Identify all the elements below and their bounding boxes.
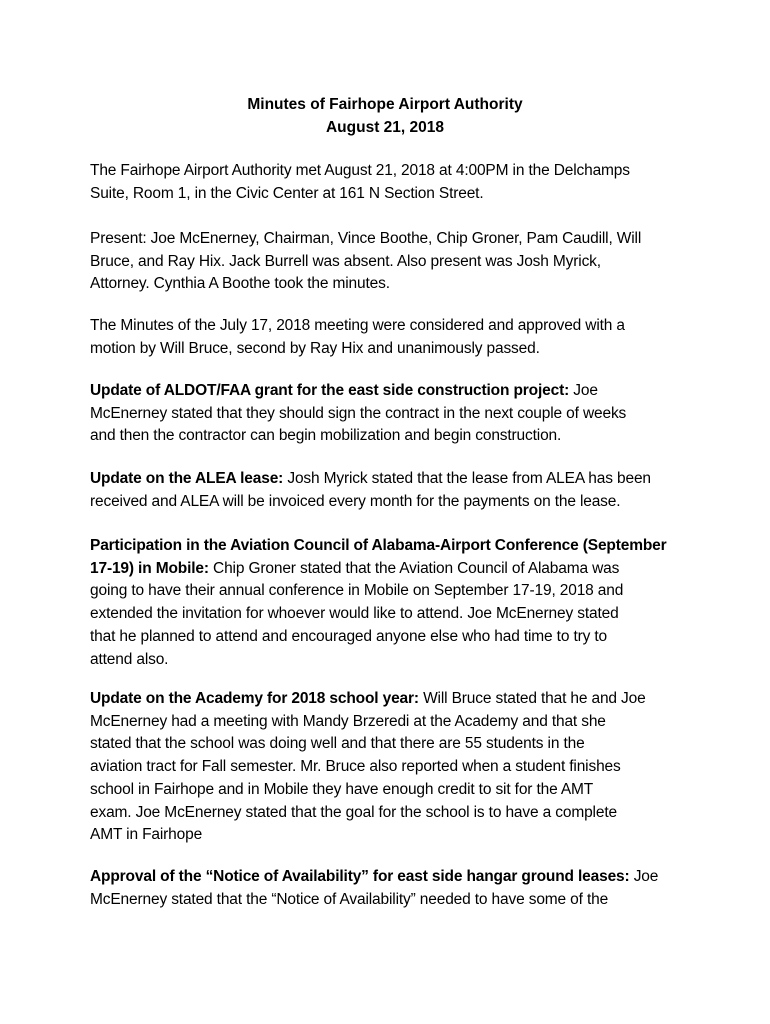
text-line <box>90 380 690 403</box>
text-line: The Fairhope Airport Authority met August 21, 2018 at 4:00PM in the Delchamps <box>90 162 630 179</box>
text-line: Attorney. Cynthia A Boothe took the minutes. <box>90 275 390 293</box>
section-heading-continued: 17-19) in Mobile: <box>90 559 209 577</box>
text-line: and then the contractor can begin mobilization and begin construction. <box>90 427 562 445</box>
text-line: received and ALEA will be invoiced every month for the payments on the lease. <box>90 492 621 510</box>
text-line <box>90 535 690 558</box>
text-line: Present: Joe McEnerney, Chairman, Vince Boothe, Chip Groner, Pam Caudill, Will <box>90 230 642 247</box>
text-line: McEnerney had a meeting with Mandy Brzeredi at the Academy and that she <box>90 712 606 730</box>
text-run: Joe <box>569 382 598 399</box>
paragraph-grant-update <box>90 380 690 448</box>
text-line: motion by Will Bruce, second by Ray Hix and unanimously passed. <box>90 339 540 357</box>
section-heading: Update of ALDOT/FAA grant for the east side construction project: <box>90 382 570 399</box>
text-line: McEnerney stated that the “Notice of Availability” needed to have some of the <box>90 890 609 908</box>
document-title: Minutes of Fairhope Airport Authority <box>247 96 523 113</box>
text-line: extended the invitation for whoever would like to attend. Joe McEnerney stated <box>90 605 619 623</box>
paragraph-academy <box>90 688 690 847</box>
paragraph-alea-lease <box>90 468 690 513</box>
section-heading: Participation in the Aviation Council of Alabama-Airport Conference (September <box>90 537 667 554</box>
text-line: Bruce, and Ray Hix. Jack Burrell was absent. Also present was Josh Myrick, <box>90 252 601 270</box>
text-line <box>90 688 690 711</box>
text-line: Suite, Room 1, in the Civic Center at 161 N Section Street. <box>90 184 484 202</box>
text-run: Chip Groner stated that the Aviation Council of Alabama was <box>208 559 620 577</box>
text-line: school in Fairhope and in Mobile they have enough credit to sit for the AMT <box>90 780 594 798</box>
document-date: August 21, 2018 <box>325 119 445 136</box>
text-line: The Minutes of the July 17, 2018 meeting were considered and approved with a <box>90 317 625 334</box>
text-run: Will Bruce stated that he and Joe <box>418 690 646 707</box>
paragraph-conference <box>90 535 690 671</box>
section-heading: Approval of the “Notice of Availability” for east side hangar ground leases: <box>90 868 630 885</box>
text-line: aviation tract for Fall semester. Mr. Bruce also reported when a student finishes <box>90 758 621 776</box>
text-line: going to have their annual conference in Mobile on September 17-19, 2018 and <box>90 582 624 600</box>
text-line <box>90 558 690 581</box>
text-line: AMT in Fairhope <box>90 826 203 844</box>
text-line: stated that the school was doing well and that there are 55 students in the <box>90 735 585 753</box>
text-line: exam. Joe McEnerney stated that the goal for the school is to have a complete <box>90 803 617 821</box>
text-line <box>90 468 690 491</box>
text-line: that he planned to attend and encouraged anyone else who had time to try to <box>90 627 607 645</box>
paragraph-notice-availability <box>90 866 690 911</box>
text-line: McEnerney stated that they should sign the contract in the next couple of weeks <box>90 404 627 422</box>
paragraph-attendance <box>90 228 690 296</box>
paragraph-prior-minutes <box>90 315 690 360</box>
paragraph-meeting-info <box>90 160 690 205</box>
text-run: Josh Myrick stated that the lease from ALEA has been <box>283 470 651 487</box>
section-heading: Update on the Academy for 2018 school year: <box>90 690 419 707</box>
section-heading: Update on the ALEA lease: <box>90 470 284 487</box>
text-run: Joe <box>629 868 659 885</box>
text-line <box>90 866 690 889</box>
text-line: attend also. <box>90 650 169 668</box>
